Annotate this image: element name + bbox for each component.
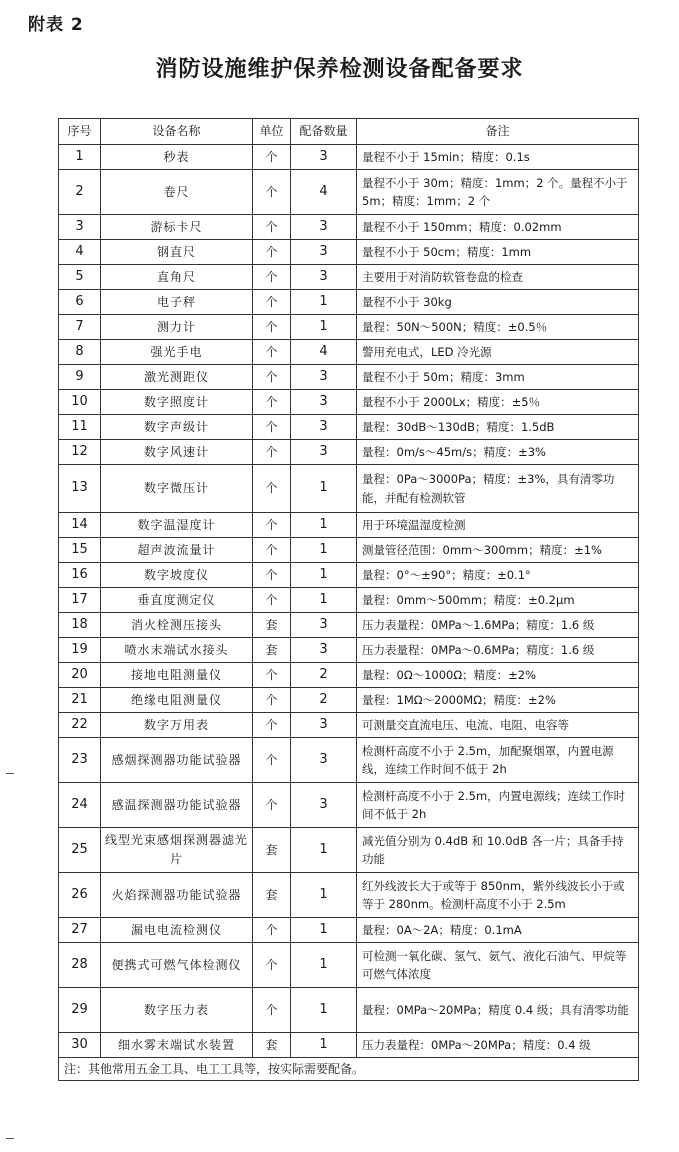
header-name: 设备名称 bbox=[101, 119, 253, 145]
quantity: 3 bbox=[291, 440, 357, 465]
row-number: 25 bbox=[59, 828, 101, 873]
equipment-name: 垂直度测定仪 bbox=[101, 588, 253, 613]
equipment-name: 感温探测器功能试验器 bbox=[101, 783, 253, 828]
row-number: 20 bbox=[59, 663, 101, 688]
table-row bbox=[59, 638, 639, 663]
row-number: 9 bbox=[59, 365, 101, 390]
table-row bbox=[59, 215, 639, 240]
equipment-name: 细水雾末端试水装置 bbox=[101, 1033, 253, 1058]
quantity: 1 bbox=[291, 465, 357, 513]
unit: 个 bbox=[253, 170, 291, 215]
note: 量程不小于 30kg bbox=[357, 290, 639, 315]
row-number: 17 bbox=[59, 588, 101, 613]
note: 用于环境温湿度检测 bbox=[357, 513, 639, 538]
row-number: 2 bbox=[59, 170, 101, 215]
table-row bbox=[59, 943, 639, 988]
equipment-name: 感烟探测器功能试验器 bbox=[101, 738, 253, 783]
quantity: 1 bbox=[291, 828, 357, 873]
equipment-name: 测力计 bbox=[101, 315, 253, 340]
row-number: 22 bbox=[59, 713, 101, 738]
header-qty: 配备数量 bbox=[291, 119, 357, 145]
unit: 个 bbox=[253, 145, 291, 170]
note: 量程：1MΩ～2000MΩ；精度：±2% bbox=[357, 688, 639, 713]
row-number: 6 bbox=[59, 290, 101, 315]
note: 压力表量程：0MPa～1.6MPa；精度：1.6 级 bbox=[357, 613, 639, 638]
table-row bbox=[59, 563, 639, 588]
equipment-name: 超声波流量计 bbox=[101, 538, 253, 563]
unit: 个 bbox=[253, 783, 291, 828]
header-no: 序号 bbox=[59, 119, 101, 145]
equipment-name: 数字照度计 bbox=[101, 390, 253, 415]
note: 量程不小于 50cm；精度：1mm bbox=[357, 240, 639, 265]
row-number: 27 bbox=[59, 918, 101, 943]
quantity: 1 bbox=[291, 988, 357, 1033]
table-row bbox=[59, 988, 639, 1033]
note: 量程：0m/s～45m/s；精度：±3% bbox=[357, 440, 639, 465]
unit: 个 bbox=[253, 340, 291, 365]
row-number: 24 bbox=[59, 783, 101, 828]
table-row bbox=[59, 588, 639, 613]
unit: 套 bbox=[253, 638, 291, 663]
row-number: 8 bbox=[59, 340, 101, 365]
quantity: 3 bbox=[291, 415, 357, 440]
table-row bbox=[59, 713, 639, 738]
table-row bbox=[59, 613, 639, 638]
row-number: 28 bbox=[59, 943, 101, 988]
note: 压力表量程：0MPa～20MPa；精度：0.4 级 bbox=[357, 1033, 639, 1058]
equipment-name: 数字温湿度计 bbox=[101, 513, 253, 538]
equipment-name: 卷尺 bbox=[101, 170, 253, 215]
table-row bbox=[59, 1033, 639, 1058]
row-number: 19 bbox=[59, 638, 101, 663]
equipment-table bbox=[58, 118, 639, 1081]
quantity: 3 bbox=[291, 365, 357, 390]
note: 警用充电式，LED 冷光源 bbox=[357, 340, 639, 365]
unit: 个 bbox=[253, 315, 291, 340]
table-row bbox=[59, 390, 639, 415]
quantity: 1 bbox=[291, 943, 357, 988]
equipment-name: 绝缘电阻测量仪 bbox=[101, 688, 253, 713]
table-row bbox=[59, 265, 639, 290]
note: 减光值分别为 0.4dB 和 10.0dB 各一片；具备手持功能 bbox=[357, 828, 639, 873]
unit: 套 bbox=[253, 873, 291, 918]
appendix-label: 附表 2 bbox=[28, 15, 84, 35]
note: 量程：0A～2A；精度：0.1mA bbox=[357, 918, 639, 943]
table-row bbox=[59, 365, 639, 390]
equipment-name: 强光手电 bbox=[101, 340, 253, 365]
unit: 个 bbox=[253, 538, 291, 563]
quantity: 3 bbox=[291, 638, 357, 663]
equipment-name: 游标卡尺 bbox=[101, 215, 253, 240]
table-row bbox=[59, 738, 639, 783]
header-unit: 单位 bbox=[253, 119, 291, 145]
unit: 个 bbox=[253, 688, 291, 713]
note: 主要用于对消防软管卷盘的检查 bbox=[357, 265, 639, 290]
unit: 个 bbox=[253, 713, 291, 738]
equipment-name: 数字万用表 bbox=[101, 713, 253, 738]
table-row bbox=[59, 918, 639, 943]
equipment-name: 数字声级计 bbox=[101, 415, 253, 440]
quantity: 3 bbox=[291, 265, 357, 290]
note: 检测杆高度不小于 2.5m，加配聚烟罩，内置电源线，连续工作时间不低于 2h bbox=[357, 738, 639, 783]
equipment-name: 直角尺 bbox=[101, 265, 253, 290]
quantity: 3 bbox=[291, 145, 357, 170]
quantity: 1 bbox=[291, 918, 357, 943]
page-title: 消防设施维护保养检测设备配备要求 bbox=[155, 56, 524, 82]
table-row bbox=[59, 465, 639, 513]
table-row bbox=[59, 873, 639, 918]
row-number: 29 bbox=[59, 988, 101, 1033]
table-row bbox=[59, 340, 639, 365]
note: 可测量交直流电压、电流、电阻、电容等 bbox=[357, 713, 639, 738]
table-row bbox=[59, 240, 639, 265]
unit: 个 bbox=[253, 415, 291, 440]
unit: 个 bbox=[253, 365, 291, 390]
note: 量程：0mm～500mm；精度：±0.2μm bbox=[357, 588, 639, 613]
note: 量程：0°～±90°；精度：±0.1° bbox=[357, 563, 639, 588]
row-number: 15 bbox=[59, 538, 101, 563]
quantity: 1 bbox=[291, 1033, 357, 1058]
note: 可检测一氧化碳、氢气、氨气、液化石油气、甲烷等可燃气体浓度 bbox=[357, 943, 639, 988]
table-row bbox=[59, 170, 639, 215]
table-row bbox=[59, 828, 639, 873]
row-number: 18 bbox=[59, 613, 101, 638]
note: 量程：0MPa～20MPa；精度 0.4 级；具有清零功能 bbox=[357, 988, 639, 1033]
unit: 个 bbox=[253, 738, 291, 783]
table-header-row bbox=[59, 119, 639, 145]
quantity: 3 bbox=[291, 240, 357, 265]
row-number: 10 bbox=[59, 390, 101, 415]
unit: 套 bbox=[253, 828, 291, 873]
table-row bbox=[59, 538, 639, 563]
unit: 个 bbox=[253, 943, 291, 988]
note: 红外线波长大于或等于 850nm，紫外线波长小于或等于 280nm。检测杆高度不小于 2.5m bbox=[357, 873, 639, 918]
footnote-row bbox=[59, 1058, 639, 1081]
note: 量程不小于 15min；精度：0.1s bbox=[357, 145, 639, 170]
unit: 个 bbox=[253, 465, 291, 513]
unit: 个 bbox=[253, 240, 291, 265]
quantity: 4 bbox=[291, 340, 357, 365]
row-number: 13 bbox=[59, 465, 101, 513]
equipment-name: 火焰探测器功能试验器 bbox=[101, 873, 253, 918]
note: 量程：0Ω～1000Ω；精度：±2% bbox=[357, 663, 639, 688]
unit: 套 bbox=[253, 613, 291, 638]
margin-tick bbox=[6, 1138, 14, 1139]
equipment-name: 秒表 bbox=[101, 145, 253, 170]
equipment-name: 喷水末端试水接头 bbox=[101, 638, 253, 663]
quantity: 4 bbox=[291, 170, 357, 215]
unit: 个 bbox=[253, 440, 291, 465]
unit: 个 bbox=[253, 988, 291, 1033]
unit: 个 bbox=[253, 265, 291, 290]
unit: 个 bbox=[253, 513, 291, 538]
table-row bbox=[59, 290, 639, 315]
table-row bbox=[59, 145, 639, 170]
quantity: 1 bbox=[291, 563, 357, 588]
note: 量程不小于 50m；精度：3mm bbox=[357, 365, 639, 390]
equipment-name: 数字微压计 bbox=[101, 465, 253, 513]
quantity: 3 bbox=[291, 215, 357, 240]
header-note: 备注 bbox=[357, 119, 639, 145]
footnote: 注：其他常用五金工具、电工工具等，按实际需要配备。 bbox=[59, 1058, 639, 1081]
equipment-name: 线型光束感烟探测器滤光片 bbox=[101, 828, 253, 873]
equipment-name: 数字风速计 bbox=[101, 440, 253, 465]
table-row bbox=[59, 663, 639, 688]
equipment-name: 消火栓测压接头 bbox=[101, 613, 253, 638]
quantity: 2 bbox=[291, 688, 357, 713]
row-number: 14 bbox=[59, 513, 101, 538]
table-row bbox=[59, 315, 639, 340]
quantity: 3 bbox=[291, 738, 357, 783]
quantity: 3 bbox=[291, 613, 357, 638]
equipment-name: 数字坡度仪 bbox=[101, 563, 253, 588]
unit: 个 bbox=[253, 588, 291, 613]
row-number: 26 bbox=[59, 873, 101, 918]
note: 检测杆高度不小于 2.5m，内置电源线；连续工作时间不低于 2h bbox=[357, 783, 639, 828]
unit: 个 bbox=[253, 563, 291, 588]
table-row bbox=[59, 513, 639, 538]
note: 量程：50N～500N；精度：±0.5％ bbox=[357, 315, 639, 340]
equipment-name: 数字压力表 bbox=[101, 988, 253, 1033]
quantity: 2 bbox=[291, 663, 357, 688]
row-number: 1 bbox=[59, 145, 101, 170]
equipment-name: 接地电阻测量仪 bbox=[101, 663, 253, 688]
equipment-name: 激光测距仪 bbox=[101, 365, 253, 390]
row-number: 11 bbox=[59, 415, 101, 440]
equipment-name: 钢直尺 bbox=[101, 240, 253, 265]
unit: 个 bbox=[253, 215, 291, 240]
note: 量程：30dB～130dB；精度：1.5dB bbox=[357, 415, 639, 440]
quantity: 1 bbox=[291, 513, 357, 538]
note: 量程不小于 2000Lx；精度：±5％ bbox=[357, 390, 639, 415]
equipment-name: 便携式可燃气体检测仪 bbox=[101, 943, 253, 988]
unit: 个 bbox=[253, 290, 291, 315]
table-row bbox=[59, 415, 639, 440]
note: 量程不小于 150mm；精度：0.02mm bbox=[357, 215, 639, 240]
equipment-name: 漏电电流检测仪 bbox=[101, 918, 253, 943]
unit: 套 bbox=[253, 1033, 291, 1058]
table-row bbox=[59, 783, 639, 828]
row-number: 12 bbox=[59, 440, 101, 465]
unit: 个 bbox=[253, 918, 291, 943]
table-row bbox=[59, 688, 639, 713]
quantity: 1 bbox=[291, 290, 357, 315]
quantity: 3 bbox=[291, 713, 357, 738]
quantity: 3 bbox=[291, 390, 357, 415]
row-number: 16 bbox=[59, 563, 101, 588]
quantity: 1 bbox=[291, 588, 357, 613]
equipment-name: 电子秤 bbox=[101, 290, 253, 315]
row-number: 5 bbox=[59, 265, 101, 290]
margin-tick bbox=[6, 773, 14, 774]
quantity: 1 bbox=[291, 315, 357, 340]
table-row bbox=[59, 440, 639, 465]
row-number: 21 bbox=[59, 688, 101, 713]
note: 测量管径范围：0mm～300mm；精度：±1% bbox=[357, 538, 639, 563]
note: 量程不小于 30m；精度：1mm；2 个。量程不小于 5m；精度：1mm；2 个 bbox=[357, 170, 639, 215]
note: 量程：0Pa～3000Pa；精度：±3%，具有清零功能，并配有检测软管 bbox=[357, 465, 639, 513]
unit: 个 bbox=[253, 663, 291, 688]
row-number: 7 bbox=[59, 315, 101, 340]
row-number: 23 bbox=[59, 738, 101, 783]
quantity: 1 bbox=[291, 873, 357, 918]
quantity: 3 bbox=[291, 783, 357, 828]
row-number: 3 bbox=[59, 215, 101, 240]
unit: 个 bbox=[253, 390, 291, 415]
row-number: 4 bbox=[59, 240, 101, 265]
note: 压力表量程：0MPa～0.6MPa；精度：1.6 级 bbox=[357, 638, 639, 663]
quantity: 1 bbox=[291, 538, 357, 563]
row-number: 30 bbox=[59, 1033, 101, 1058]
